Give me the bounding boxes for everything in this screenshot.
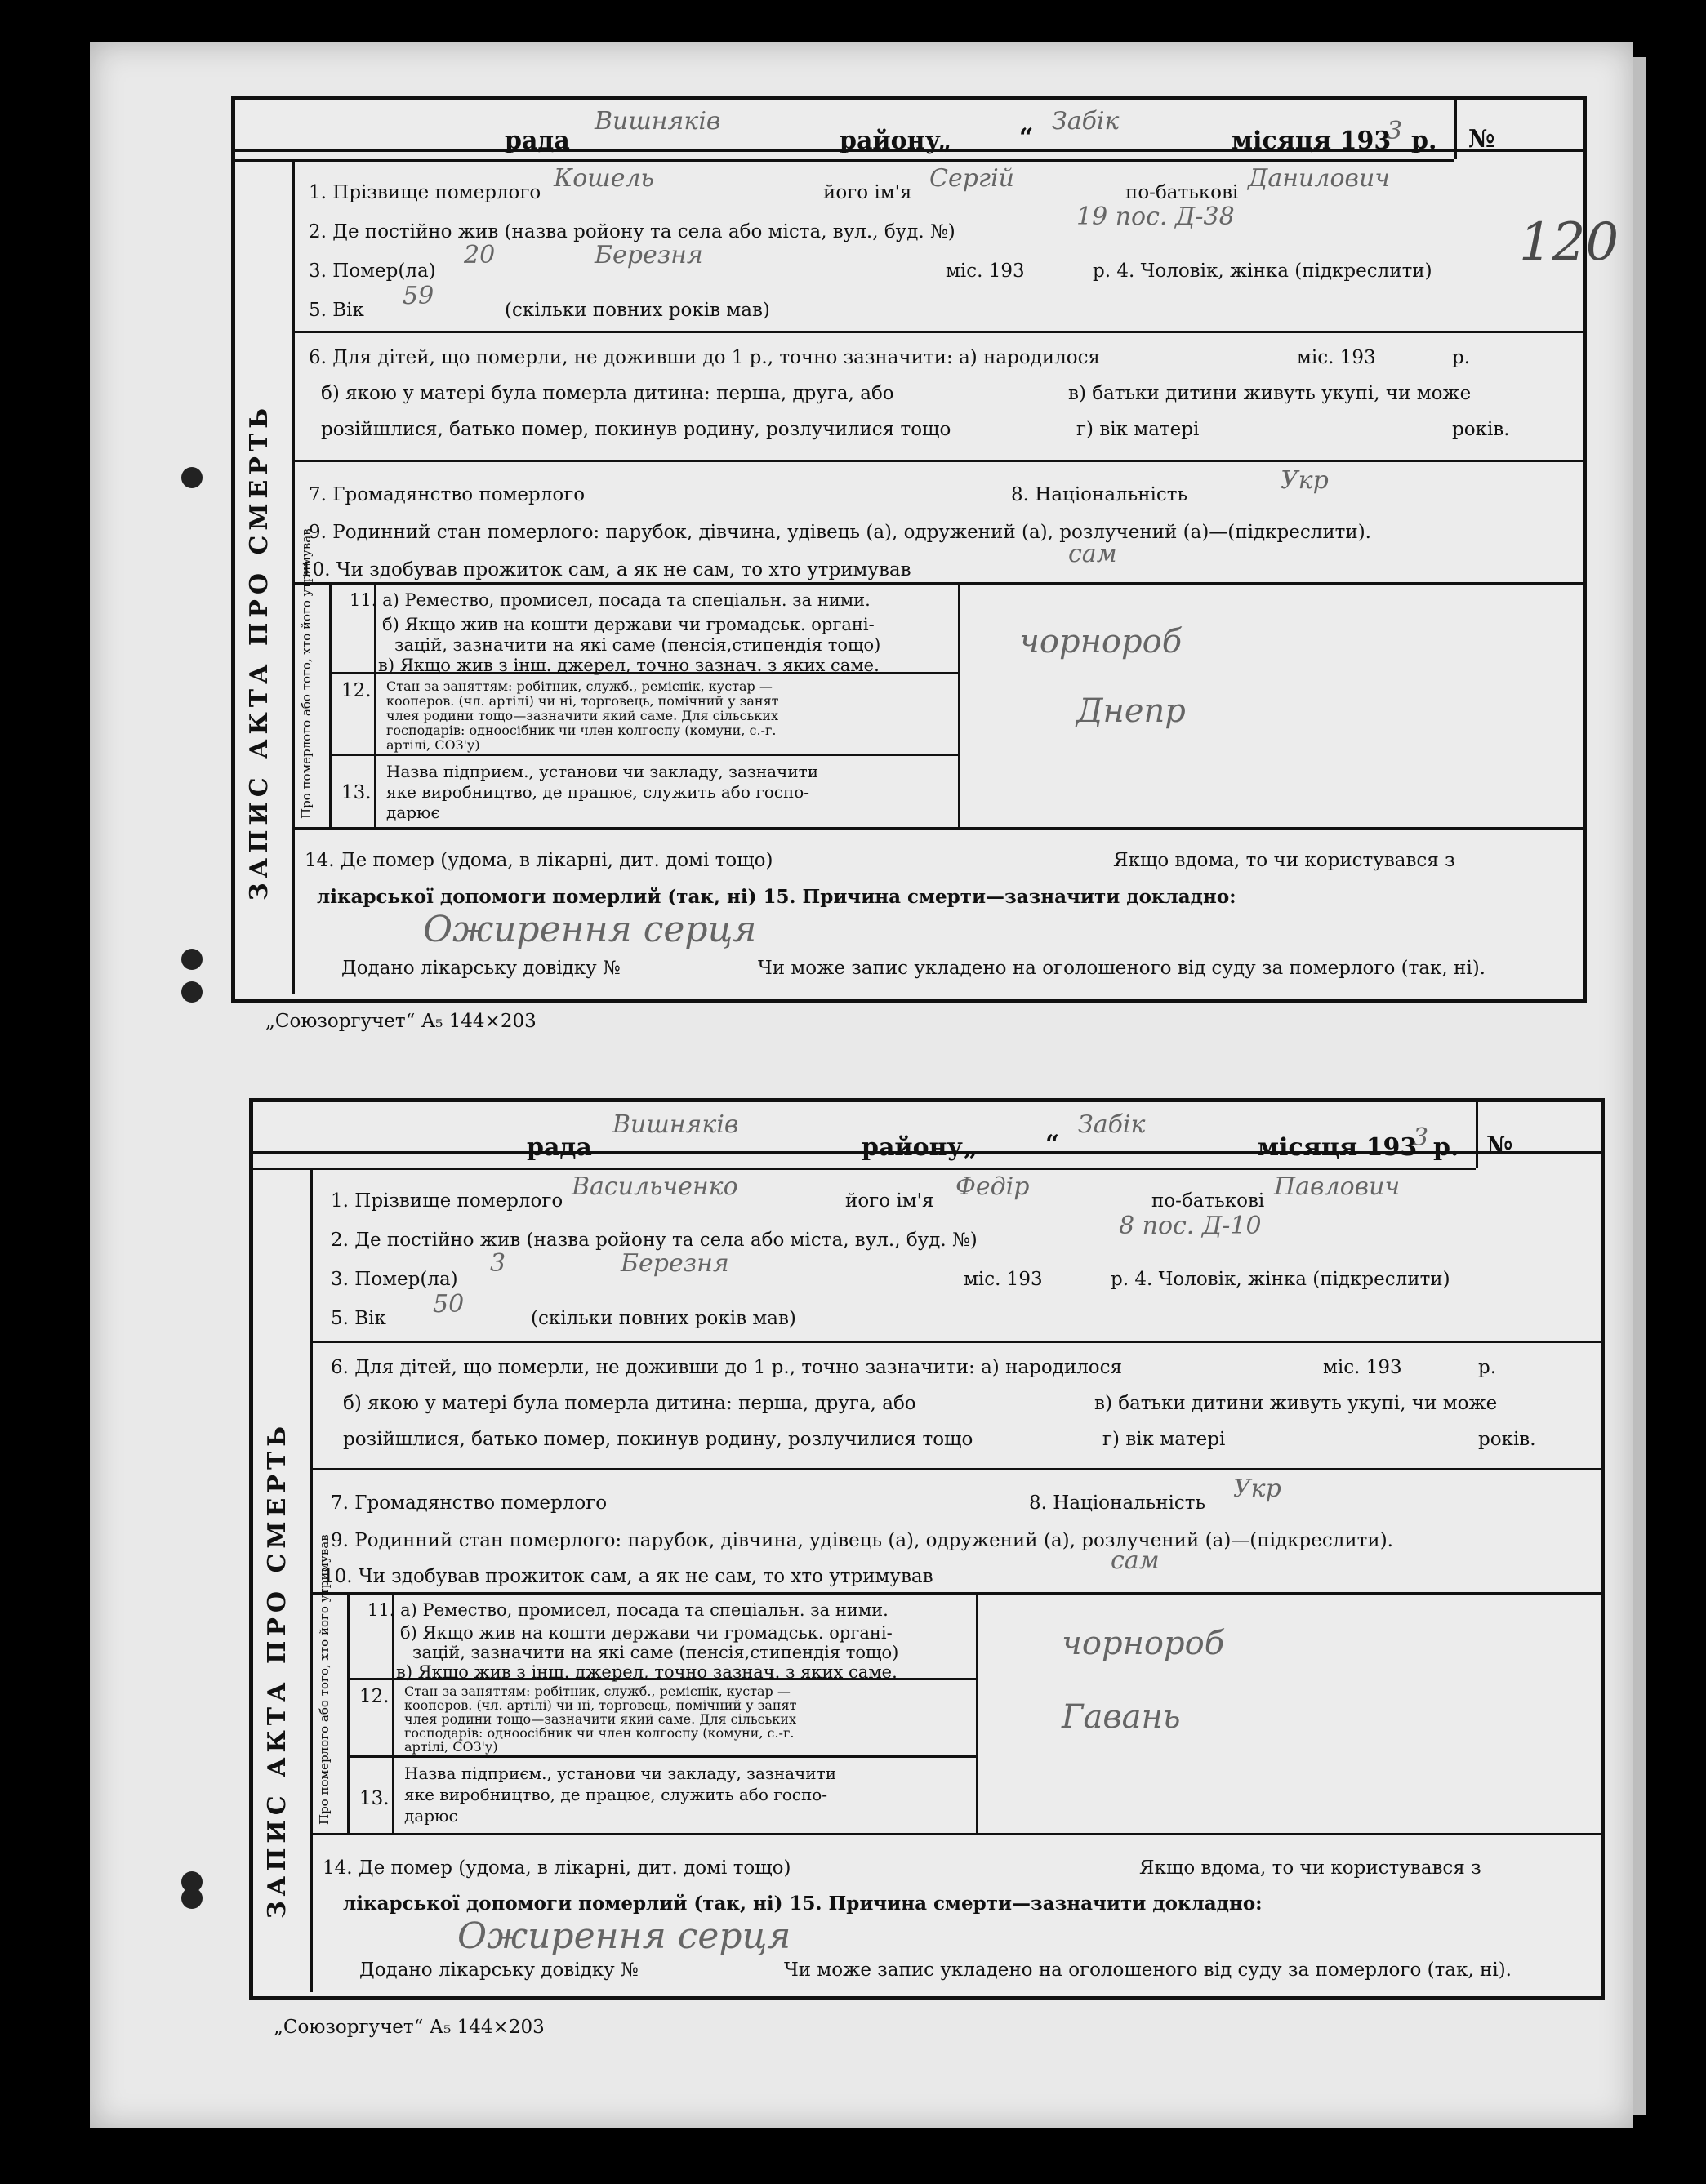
header-rule: [235, 159, 1454, 162]
item-13-number: 13.: [341, 782, 372, 803]
occupation-divider: [392, 1592, 394, 1833]
line-occupation-b: б) Якщо жив на кошти держави чи громадськ. органі-: [400, 1623, 893, 1643]
mother-age-label: г) вік матері: [1102, 1429, 1226, 1450]
month-label: місяця 193: [1258, 1133, 1418, 1162]
line-employer-a: Назва підприєм., установи чи закладу, зазначити: [404, 1764, 837, 1783]
line-status-a: Стан за заняттям: робітник, служб., реміснік, кустар —: [404, 1684, 791, 1699]
binding-hole: [181, 1888, 203, 1909]
years-label: років.: [1452, 419, 1510, 440]
rada-label: рада: [505, 127, 570, 155]
line-employer-c: дарює: [386, 803, 440, 822]
age-handwritten: 50: [433, 1290, 465, 1319]
line-employer-b: яке виробництво, де працює, служить або госпо-: [386, 782, 810, 802]
section-rule: [292, 460, 1583, 462]
year-suffix: р.: [1411, 127, 1437, 155]
form-header: [235, 100, 1583, 155]
form-footer-2: „Союзоргучет“ А₅ 144×203: [274, 2017, 545, 2038]
line-employer-c: дарює: [404, 1806, 458, 1826]
line-surname-label: 1. Прізвище померлого: [331, 1190, 563, 1212]
header-rule: [253, 1168, 1476, 1170]
day-handwritten: 3: [490, 1249, 506, 1278]
binding-hole: [181, 949, 203, 970]
line-supporter-label: 10. Чи здобував прожиток сам, а як не сам, то хто утримував: [301, 559, 911, 580]
name-handwritten: Федір: [955, 1172, 1030, 1201]
line-supporter-label: 10. Чи здобував прожиток сам, а як не сам, то хто утримував: [323, 1566, 933, 1587]
rayon-label: району: [840, 127, 941, 155]
line-infant-label: 6. Для дітей, що померли, не доживши до 1 р., точно зазначити: а) народилося: [309, 347, 1101, 368]
death-record-form-2: [249, 1098, 1605, 2000]
address-handwritten: 8 пос. Д-10: [1119, 1212, 1262, 1240]
section-rule: [310, 1592, 1601, 1595]
line-status-b: кооперов. (чл. артілі) чи ні, торговець, помічний у занят: [404, 1697, 797, 1713]
side-subtitle: Про померлого або того, хто його утримував: [317, 1534, 332, 1825]
line-occupation-a: 11. а) Ремество, промисел, посада та спеціальн. за ними.: [350, 590, 871, 610]
occupation-divider: [329, 582, 332, 827]
line-citizenship-label: 7. Громадянство померлого: [309, 484, 586, 505]
line-died-label: 3. Помер(ла): [331, 1269, 458, 1290]
rada-label: рада: [527, 1133, 592, 1162]
item-12-number: 12.: [341, 680, 372, 701]
line-marital-label: 9. Родинний стан померлого: парубок, дівчина, удівець (а), одружений (а), розлучений (а)—(підкреслити).: [331, 1530, 1393, 1551]
line-court-declared: Чи може запис укладено на оголошеного від суду за померлого (так, ні).: [784, 1959, 1512, 1981]
surname-handwritten: Кошель: [554, 164, 654, 193]
death-record-form-1: [231, 96, 1587, 1003]
occupation-handwritten: чорнороб: [1062, 1625, 1225, 1662]
item-13-number: 13.: [359, 1788, 390, 1809]
section-rule: [292, 582, 1583, 585]
side-title: ЗАПИС АКТА ПРО СМЕРТЬ: [263, 1421, 292, 1919]
day-handwritten: 20: [464, 241, 496, 269]
line-died-label: 3. Помер(ла): [309, 260, 436, 282]
infant-year-suffix: р.: [1452, 347, 1471, 368]
sex-label: р. 4. Чоловік, жінка (підкреслити): [1111, 1269, 1450, 1290]
line-surname-label: 1. Прізвище померлого: [309, 182, 541, 203]
item-12-number: 12.: [359, 1686, 390, 1707]
surname-handwritten: Васильченко: [572, 1172, 738, 1201]
line-status-c: члея родини тощо—зазначити який саме. Для сільських: [404, 1711, 796, 1727]
age-note: (скільки повних років мав): [531, 1308, 796, 1329]
line-nationality-label: 8. Національність: [1011, 484, 1188, 505]
line-infant-parents: в) батьки дитини живуть укупі, чи може: [1068, 383, 1472, 404]
line-name-label: його ім'я: [845, 1190, 934, 1212]
line-court-declared: Чи може запис укладено на оголошеного від суду за померлого (так, ні).: [758, 958, 1486, 979]
patronymic-handwritten: Данилович: [1248, 164, 1390, 193]
occupation-divider: [374, 582, 376, 827]
line-infant-order: б) якою у матері була померла дитина: перша, друга, або: [343, 1393, 916, 1414]
line-nationality-label: 8. Національність: [1029, 1492, 1206, 1514]
line-occupation-c: в) Якщо жив з інш. джерел, точно зазнач. з яких саме.: [396, 1662, 898, 1682]
line-citizenship-label: 7. Громадянство померлого: [331, 1492, 608, 1514]
line-occupation-c: в) Якщо жив з інш. джерел, точно зазнач. з яких саме.: [378, 656, 880, 675]
line-at-home: Якщо вдома, то чи користувався з: [1113, 850, 1455, 871]
month-label: місяця 193: [1232, 127, 1392, 155]
line-status-c: члея родини тощо—зазначити який саме. Для сільських: [386, 708, 778, 723]
cause-handwritten: Ожирення серця: [457, 1915, 791, 1957]
line-medical-cert: Додано лікарську довідку №: [359, 1959, 639, 1981]
employer-handwritten: Гавань: [1062, 1698, 1181, 1736]
line-employer-b: яке виробництво, де працює, служить або госпо-: [404, 1785, 828, 1804]
number-box-divider: [1454, 100, 1457, 159]
month-handwritten: 3: [1413, 1123, 1429, 1152]
rada-handwritten: Вишняків: [595, 107, 721, 136]
line-patronymic-label: по-батькові: [1151, 1190, 1265, 1212]
line-occupation-a: 11. а) Ремество, промисел, посада та спеціальн. за ними.: [367, 1600, 889, 1620]
side-divider: [310, 1168, 313, 1992]
line-medical-cert: Додано лікарську довідку №: [341, 958, 621, 979]
section-rule: [310, 1468, 1601, 1470]
line-infant-divorce: розійшлися, батько помер, покинув родину, розлучилися тощо: [343, 1429, 973, 1450]
line-occupation-b2: зацій, зазначити на які саме (пенсія,стипендія тощо): [412, 1643, 899, 1662]
nationality-handwritten: Укр: [1281, 466, 1329, 495]
occupation-divider: [976, 1592, 978, 1833]
year-suffix: р.: [1433, 1133, 1459, 1162]
line-occupation-b2: зацій, зазначити на які саме (пенсія,стипендія тощо): [394, 635, 881, 655]
year-label: міс. 193: [946, 260, 1025, 282]
rayon-handwritten: Забік: [1052, 107, 1120, 136]
line-infant-order: б) якою у матері була померла дитина: перша, друга, або: [321, 383, 894, 404]
line-status-e: артілі, СОЗ'у): [404, 1739, 498, 1755]
line-cause-of-death: лікарської допомоги померлий (так, ні) 15. Причина смерти—зазначити докладно:: [317, 886, 1236, 908]
row-rule: [329, 754, 958, 756]
occupation-divider: [347, 1592, 350, 1833]
number-box-divider: [1476, 1102, 1478, 1168]
line-occupation-b: б) Якщо жив на кошти держави чи громадськ. органі-: [382, 615, 875, 634]
infant-year-suffix: р.: [1478, 1357, 1497, 1378]
line-infant-divorce: розійшлися, батько помер, покинув родину, розлучилися тощо: [321, 419, 951, 440]
line-infant-parents: в) батьки дитини живуть укупі, чи може: [1094, 1393, 1498, 1414]
rayon-label: району: [862, 1133, 963, 1162]
side-divider: [292, 162, 295, 994]
line-status-b: кооперов. (чл. артілі) чи ні, торговець, помічний у занят: [386, 693, 779, 709]
age-note: (скільки повних років мав): [505, 300, 770, 321]
quote-mark: „: [938, 127, 952, 155]
line-employer-a: Назва підприєм., установи чи закладу, зазначити: [386, 762, 819, 781]
occupation-handwritten: чорнороб: [1019, 623, 1183, 661]
section-rule: [310, 1833, 1601, 1835]
sex-label: р. 4. Чоловік, жінка (підкреслити): [1093, 260, 1432, 282]
line-status-d: господарів: одноосібник чи член колгоспу (комуни, с.-г.: [386, 723, 777, 738]
line-infant-label: 6. Для дітей, що померли, не доживши до 1 р., точно зазначити: а) народилося: [331, 1357, 1123, 1378]
month-died-handwritten: Березня: [595, 241, 703, 269]
side-subtitle: Про померлого або того, хто його утримував: [299, 528, 314, 819]
line-status-d: господарів: одноосібник чи член колгоспу (комуни, с.-г.: [404, 1725, 795, 1741]
rada-handwritten: Вишняків: [612, 1110, 739, 1139]
patronymic-handwritten: Павлович: [1274, 1172, 1401, 1201]
margin-note: 120: [1519, 212, 1619, 273]
quote-mark: “: [1045, 1130, 1060, 1159]
line-status-e: артілі, СОЗ'у): [386, 737, 480, 753]
age-handwritten: 59: [403, 282, 434, 310]
month-handwritten: 3: [1387, 117, 1403, 145]
line-cause-of-death: лікарської допомоги померлий (так, ні) 15. Причина смерти—зазначити докладно:: [343, 1893, 1263, 1915]
line-age-label: 5. Вік: [331, 1308, 386, 1329]
month-died-handwritten: Березня: [621, 1249, 729, 1278]
supporter-handwritten: сам: [1068, 540, 1117, 568]
line-address-label: 2. Де постійно жив (назва ройону та села або міста, вул., буд. №): [331, 1230, 978, 1251]
side-title: ЗАПИС АКТА ПРО СМЕРТЬ: [245, 403, 274, 901]
form-footer-1: „Союзоргучет“ А₅ 144×203: [265, 1011, 537, 1032]
row-rule: [347, 1755, 976, 1758]
employer-handwritten: Днепр: [1076, 692, 1186, 730]
rayon-handwritten: Забік: [1078, 1110, 1146, 1139]
line-at-home: Якщо вдома, то чи користувався з: [1139, 1857, 1481, 1879]
infant-year-label: міс. 193: [1323, 1357, 1402, 1378]
section-rule: [310, 1341, 1601, 1343]
cause-handwritten: Ожирення серця: [423, 909, 757, 950]
binding-hole: [181, 467, 203, 488]
line-status-a: Стан за заняттям: робітник, служб., реміснік, кустар —: [386, 678, 773, 694]
record-number-label: №: [1468, 125, 1495, 153]
form-header: [253, 1102, 1601, 1162]
supporter-handwritten: сам: [1111, 1546, 1160, 1575]
quote-mark: „: [964, 1133, 978, 1162]
line-address-label: 2. Де постійно жив (назва ройону та села або міста, вул., буд. №): [309, 221, 955, 242]
line-place-of-death: 14. Де помер (удома, в лікарні, дит. домі тощо): [323, 1857, 791, 1879]
binding-hole: [181, 981, 203, 1003]
nationality-handwritten: Укр: [1233, 1475, 1281, 1503]
line-place-of-death: 14. Де помер (удома, в лікарні, дит. домі тощо): [305, 850, 773, 871]
section-rule: [292, 827, 1583, 830]
line-age-label: 5. Вік: [309, 300, 364, 321]
section-rule: [292, 331, 1583, 333]
occupation-divider: [958, 582, 960, 827]
line-patronymic-label: по-батькові: [1125, 182, 1239, 203]
years-label: років.: [1478, 1429, 1536, 1450]
quote-mark: “: [1019, 123, 1034, 152]
record-number-label: №: [1486, 1132, 1513, 1160]
address-handwritten: 19 пос. Д-38: [1076, 202, 1235, 231]
infant-year-label: міс. 193: [1297, 347, 1376, 368]
line-marital-label: 9. Родинний стан померлого: парубок, дівчина, удівець (а), одружений (а), розлучений (а)—(підкреслити).: [309, 522, 1371, 543]
name-handwritten: Сергій: [929, 164, 1014, 193]
year-label: міс. 193: [964, 1269, 1043, 1290]
line-name-label: його ім'я: [823, 182, 912, 203]
mother-age-label: г) вік матері: [1076, 419, 1200, 440]
